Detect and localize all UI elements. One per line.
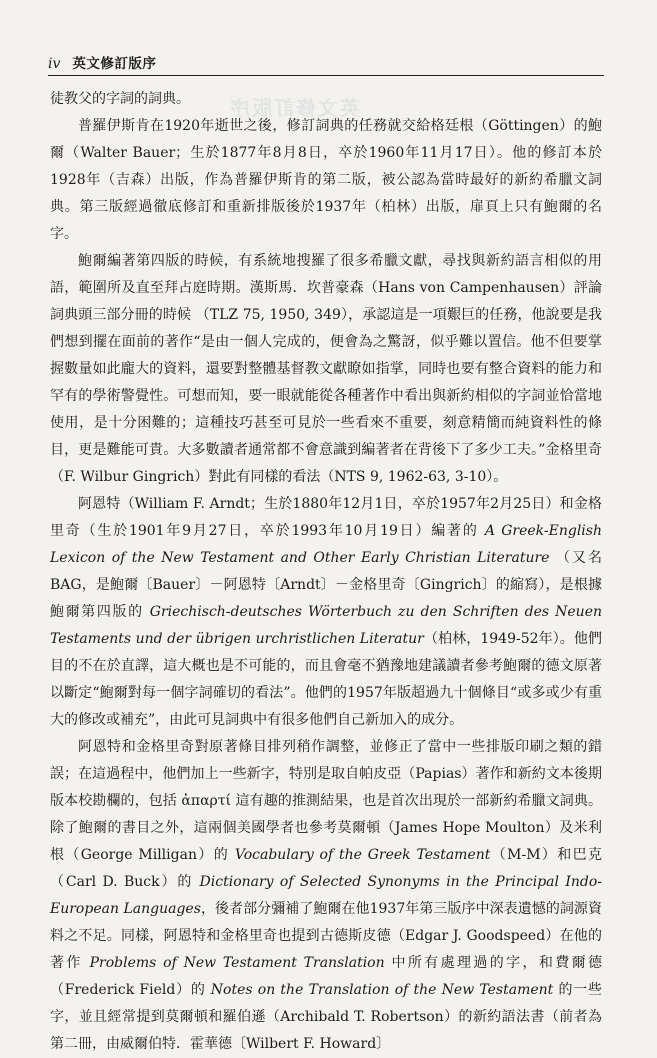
italic-title: Problems of New Testament Translation: [89, 955, 385, 971]
paragraph: [50, 86, 602, 113]
paragraph: [50, 113, 602, 248]
body-text: [50, 86, 602, 1058]
text-run: （柏林，1949-52年）。他們目的不在於直譯，這大概也是不可能的，而且會毫不猶豫地建議讀者參考鮑爾的德文原著以斷定“鮑爾對每一個字詞確切的看法”。他們的1957年版超過九十個條目“或多或少有重大的修改或補充”，由此可見詞典中有很多他們自己新加入的成分。: [50, 631, 602, 728]
italic-title: Vocabulary of the Greek Testament: [234, 847, 491, 863]
running-title: 英文修訂版序: [72, 56, 157, 72]
text-run: 中所有處理過的字，和費爾德（Frederick Field）的: [50, 955, 603, 998]
paragraph: [50, 734, 602, 1058]
paragraph: [50, 248, 602, 491]
text-run: ，後者部分彌補了鮑爾在他1937年第三版序中深表遺憾的詞源資料之不足。同樣，阿恩特和金格里奇也提到古德斯皮德（Edgar J. Goodspeed）在他的著作: [50, 901, 602, 971]
text-run: 的一些字，並且經常提到莫爾頓和羅伯遜（Archibald T. Robertson）的新約語法書（前者為第二冊，由威爾伯特．霍華德〔Wilbert F. Howard〕: [50, 982, 603, 1052]
page-number: iv: [48, 56, 61, 72]
text-run: （又名 BAG，是鮑爾〔Bauer〕－阿恩特〔Arndt〕－金格里奇〔Gingrich〕的縮寫），是根據鮑爾第四版的: [50, 550, 603, 620]
italic-title: Dictionary of Selected Synonyms in the Principal Indo-European Languages: [50, 874, 602, 917]
text-run: 徒教父的字詞的詞典。: [50, 91, 190, 107]
text-run: 阿恩特和金格里奇對原著條目排列稍作調整，並修正了當中一些排版印刷之類的錯誤；在這過程中，他們加上一些新字，特別是取自帕皮亞（Papias）著作和新約文本後期版本校勘欄的，包括 ἀπαρτί 這有趣的推測結果，也是首次出現於一部新約希臘文詞典。除了鮑爾的書目之外，這兩個美國學者也參考莫爾頓（James Hope Moulton）及米利根（George Milligan）的: [50, 739, 602, 863]
italic-title: Notes on the Translation of the New Testament: [210, 982, 554, 998]
text-run: （M-M）和巴克（Carl D. Buck）的: [50, 847, 603, 890]
italic-title: Griechisch-deutsches Wörterbuch zu den Schriften des Neuen Testaments und der übrigen urchristlichen Literatur: [50, 604, 602, 647]
italic-title: A Greek-English Lexicon of the New Testament and Other Early Christian Literature: [50, 523, 602, 566]
bleed-through-text: 英文修訂版序: [228, 96, 360, 120]
paragraph: [50, 491, 602, 734]
text-run: 阿恩特（William F. Arndt；生於1880年12月1日，卒於1957年2月25日）和金格里奇（生於1901年9月27日，卒於1993年10月19日）編著的: [50, 496, 602, 539]
text-run: 普羅伊斯肯在1920年逝世之後，修訂詞典的任務就交給格廷根（Göttingen）的鮑爾（Walter Bauer；生於1877年8月8日，卒於1960年11月17日）。他的修訂本於1928年（吉森）出版，作為普羅伊斯肯的第二版，被公認為當時最好的新約希臘文詞典。第三版經過徹底修訂和重新排版後於1937年（柏林）出版，扉頁上只有鮑爾的名字。: [50, 118, 602, 242]
text-run: 鮑爾編著第四版的時候，有系統地搜羅了很多希臘文獻，尋找與新約語言相似的用語，範圍所及直至拜占庭時期。漢斯馬．坎普豪森（Hans von Campenhausen）評論詞典頭三部分冊的時候 （TLZ 75, 1950, 349），承認這是一項艱巨的任務，他說要是我們想到擺在面前的著作“是由一個人完成的，便會為之驚訝，似乎難以置信。他不但要掌握數量如此龐大的資料，還要對整體基督教文獻瞭如指掌，同時也要有整合資料的能力和罕有的學術警覺性。可想而知，要一眼就能從各種著作中看出與新約相似的字詞並恰當地使用，是十分困難的；這種技巧甚至可見於一些看來不重要，刻意精簡而純資料性的條目，更是難能可貴。大多數讀者通常都不會意識到編著者在背後下了多少工夫。”金格里奇（F. Wilbur Gingrich）對此有同樣的看法（NTS 9, 1962-63, 3-10）。: [50, 253, 602, 485]
running-header: [48, 50, 604, 76]
